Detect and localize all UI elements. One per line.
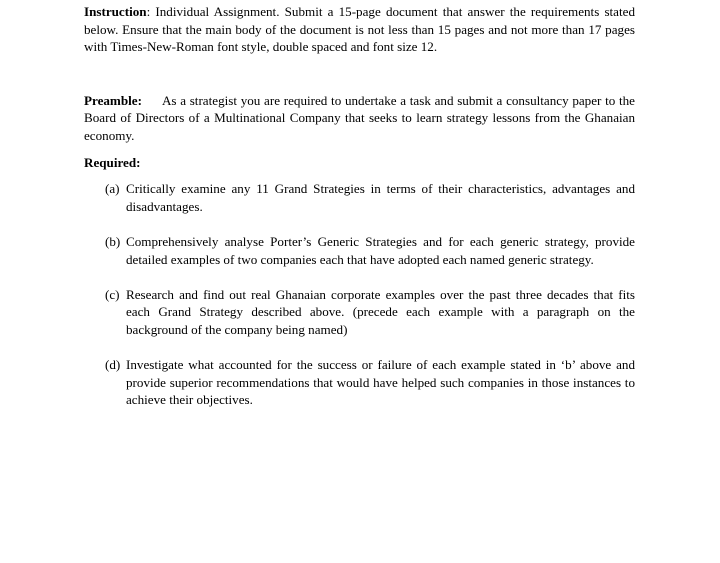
preamble-text: As a strategist you are required to undertake a task and submit a consultancy paper to the Board of Directors of a Multinational Company that seeks to learn strategy lessons from the Ghanaian economy. xyxy=(84,92,635,143)
item-letter: (d) xyxy=(105,357,121,373)
item-text: Research and find out real Ghanaian corporate examples over the past three decades that fits each Grand Strategy described above. (precede each example with a paragraph on the background of the company being named) xyxy=(126,286,635,337)
instruction-paragraph xyxy=(84,3,635,56)
item-text: Critically examine any 11 Grand Strategies in terms of their characteristics, advantages and disadvantages. xyxy=(126,181,635,214)
item-letter: (c) xyxy=(105,286,120,302)
list-item xyxy=(84,286,635,339)
instruction-text: : Individual Assignment. Submit a 15-page document that answer the requirements stated below. Ensure that the main body of the document is not less than 15 pages and not more than 17 pages with Times-New-Roman font style, double spaced and font size 12. xyxy=(84,4,635,55)
assignment-document xyxy=(84,3,635,426)
item-letter: (a) xyxy=(105,181,120,197)
list-item xyxy=(84,180,635,215)
item-text: Comprehensively analyse Porter’s Generic Strategies and for each generic strategy, provide detailed examples of two companies each that have adopted each named generic strategy. xyxy=(126,233,635,267)
item-text: Investigate what accounted for the success or failure of each example stated in ‘b’ above and provide superior recommendations that would have helped such companies in those instances to achieve their objectives. xyxy=(126,357,635,408)
item-letter: (b) xyxy=(105,233,121,249)
preamble-label: Preamble: xyxy=(84,92,142,108)
preamble-paragraph xyxy=(84,92,635,145)
list-item xyxy=(84,356,635,409)
required-heading: Required: xyxy=(84,154,141,170)
requirements-list xyxy=(84,180,635,409)
list-item xyxy=(84,233,635,268)
instruction-label: Instruction xyxy=(84,4,147,19)
